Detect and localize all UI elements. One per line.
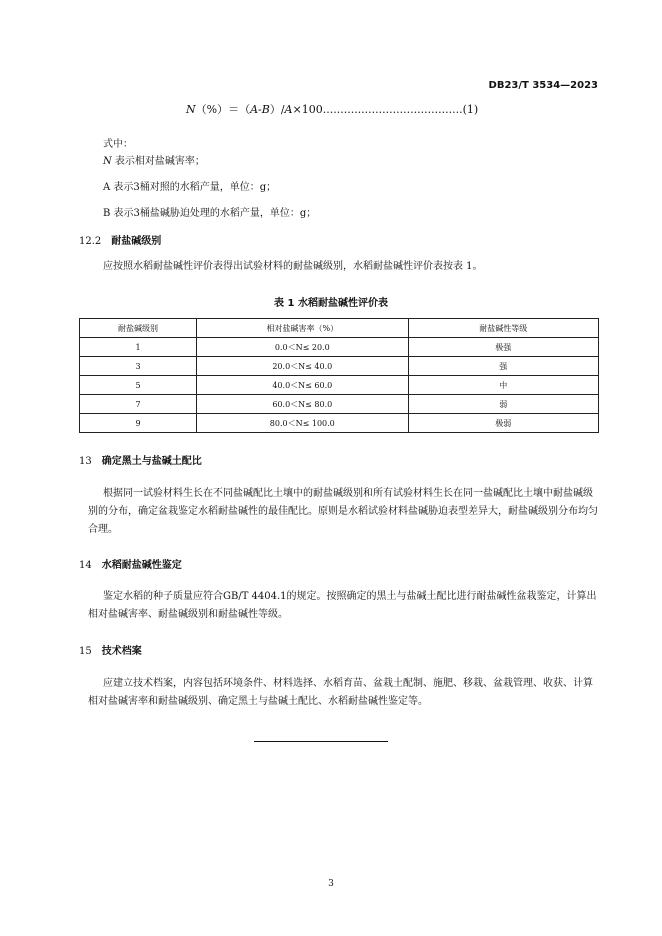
- section-15-heading: [79, 642, 142, 657]
- table-cell: 3: [80, 357, 197, 376]
- table-cell: 9: [80, 414, 197, 433]
- table-header-row: [80, 319, 599, 338]
- table-row: [80, 395, 599, 414]
- section-14-heading: [79, 556, 182, 571]
- where-n-var: N: [103, 156, 112, 167]
- where-b: B 表示3桶盐碱胁迫处理的水稻产量，单位：g；: [103, 208, 317, 219]
- formula-times: ×100: [292, 103, 323, 116]
- formula-a-minus-b: A-B: [250, 103, 270, 116]
- formula: [186, 101, 478, 117]
- section-13-number: 13: [79, 456, 92, 467]
- section-12-2-text: 应按照水稻耐盐碱性评价表得出试验材料的耐盐碱级别，水稻耐盐碱性评价表按表 1。: [103, 261, 483, 272]
- section-15-number: 15: [79, 646, 92, 657]
- document-code: DB23/T 3534—2023: [488, 80, 598, 91]
- where-n: [103, 153, 205, 171]
- where-a: A 表示3桶对照的水稻产量，单位：g；: [103, 182, 277, 193]
- formula-number: ........................................(1): [322, 103, 479, 116]
- section-13-heading: [79, 452, 202, 467]
- table-cell: 中: [408, 376, 599, 395]
- table-cell: 60.0＜N≤ 80.0: [197, 395, 408, 414]
- section-14-title: 水稻耐盐碱性鉴定: [101, 560, 182, 571]
- page-number: 3: [328, 879, 334, 889]
- table-row: [80, 376, 599, 395]
- table-row: [80, 338, 599, 357]
- end-divider: [254, 741, 388, 742]
- table-cell: 20.0＜N≤ 40.0: [197, 357, 408, 376]
- table-header-cell: 耐盐碱级别: [80, 319, 197, 338]
- formula-divide: ）/: [269, 103, 285, 116]
- table-cell: 极强: [408, 338, 599, 357]
- table-cell: 7: [80, 395, 197, 414]
- table-header-cell: 耐盐碱性等级: [408, 319, 599, 338]
- table-cell: 40.0＜N≤ 60.0: [197, 376, 408, 395]
- formula-n: N: [186, 103, 196, 116]
- evaluation-table: [79, 318, 599, 433]
- section-14-text: 鉴定水稻的种子质量应符合GB/T 4404.1的规定。按照确定的黑土与盐碱土配比进行耐盐碱性盆栽鉴定，计算出相对盐碱害率、耐盐碱级别和耐盐碱性等级。: [88, 591, 597, 620]
- section-15-text: 应建立技术档案，内容包括环境条件、材料选择、水稻育苗、盆栽土配制、施肥、移栽、盆栽管理、收获、计算相对盐碱害率和耐盐碱级别、确定黑土与盐碱土配比、水稻耐盐碱性鉴定等。: [88, 678, 593, 707]
- table-cell: 强: [408, 357, 599, 376]
- where-n-desc: 表示相对盐碱害率；: [111, 156, 205, 167]
- formula-a: A: [284, 103, 293, 116]
- table-cell: 极弱: [408, 414, 599, 433]
- section-12-2-number: 12.2: [79, 236, 102, 247]
- section-15-title: 技术档案: [101, 646, 142, 657]
- table-cell: 5: [80, 376, 197, 395]
- where-intro: 式中：: [103, 139, 133, 150]
- section-13-title: 确定黑土与盐碱土配比: [101, 456, 202, 467]
- table-header-cell: 相对盐碱害率（%）: [197, 319, 408, 338]
- table-row: [80, 357, 599, 376]
- section-13-text: 根据同一试验材料生长在不同盐碱配比土壤中的耐盐碱级别和所有试验材料生长在同一盐碱配比土壤中耐盐碱级别的分布，确定盆栽鉴定水稻耐盐碱性的最佳配比。原则是水稻试验材料盐碱胁迫表型差异大，耐盐碱级别分布均匀合理。: [88, 488, 598, 535]
- table-cell: 0.0＜N≤ 20.0: [197, 338, 408, 357]
- section-12-2-heading: [79, 232, 161, 247]
- formula-percent: （%）＝（: [195, 103, 251, 116]
- table-caption: 表 1 水稻耐盐碱性评价表: [274, 298, 388, 309]
- table-cell: 弱: [408, 395, 599, 414]
- table-row: [80, 414, 599, 433]
- section-12-2-title: 耐盐碱级别: [111, 236, 162, 247]
- section-14-number: 14: [79, 560, 92, 571]
- table-cell: 80.0＜N≤ 100.0: [197, 414, 408, 433]
- table-cell: 1: [80, 338, 197, 357]
